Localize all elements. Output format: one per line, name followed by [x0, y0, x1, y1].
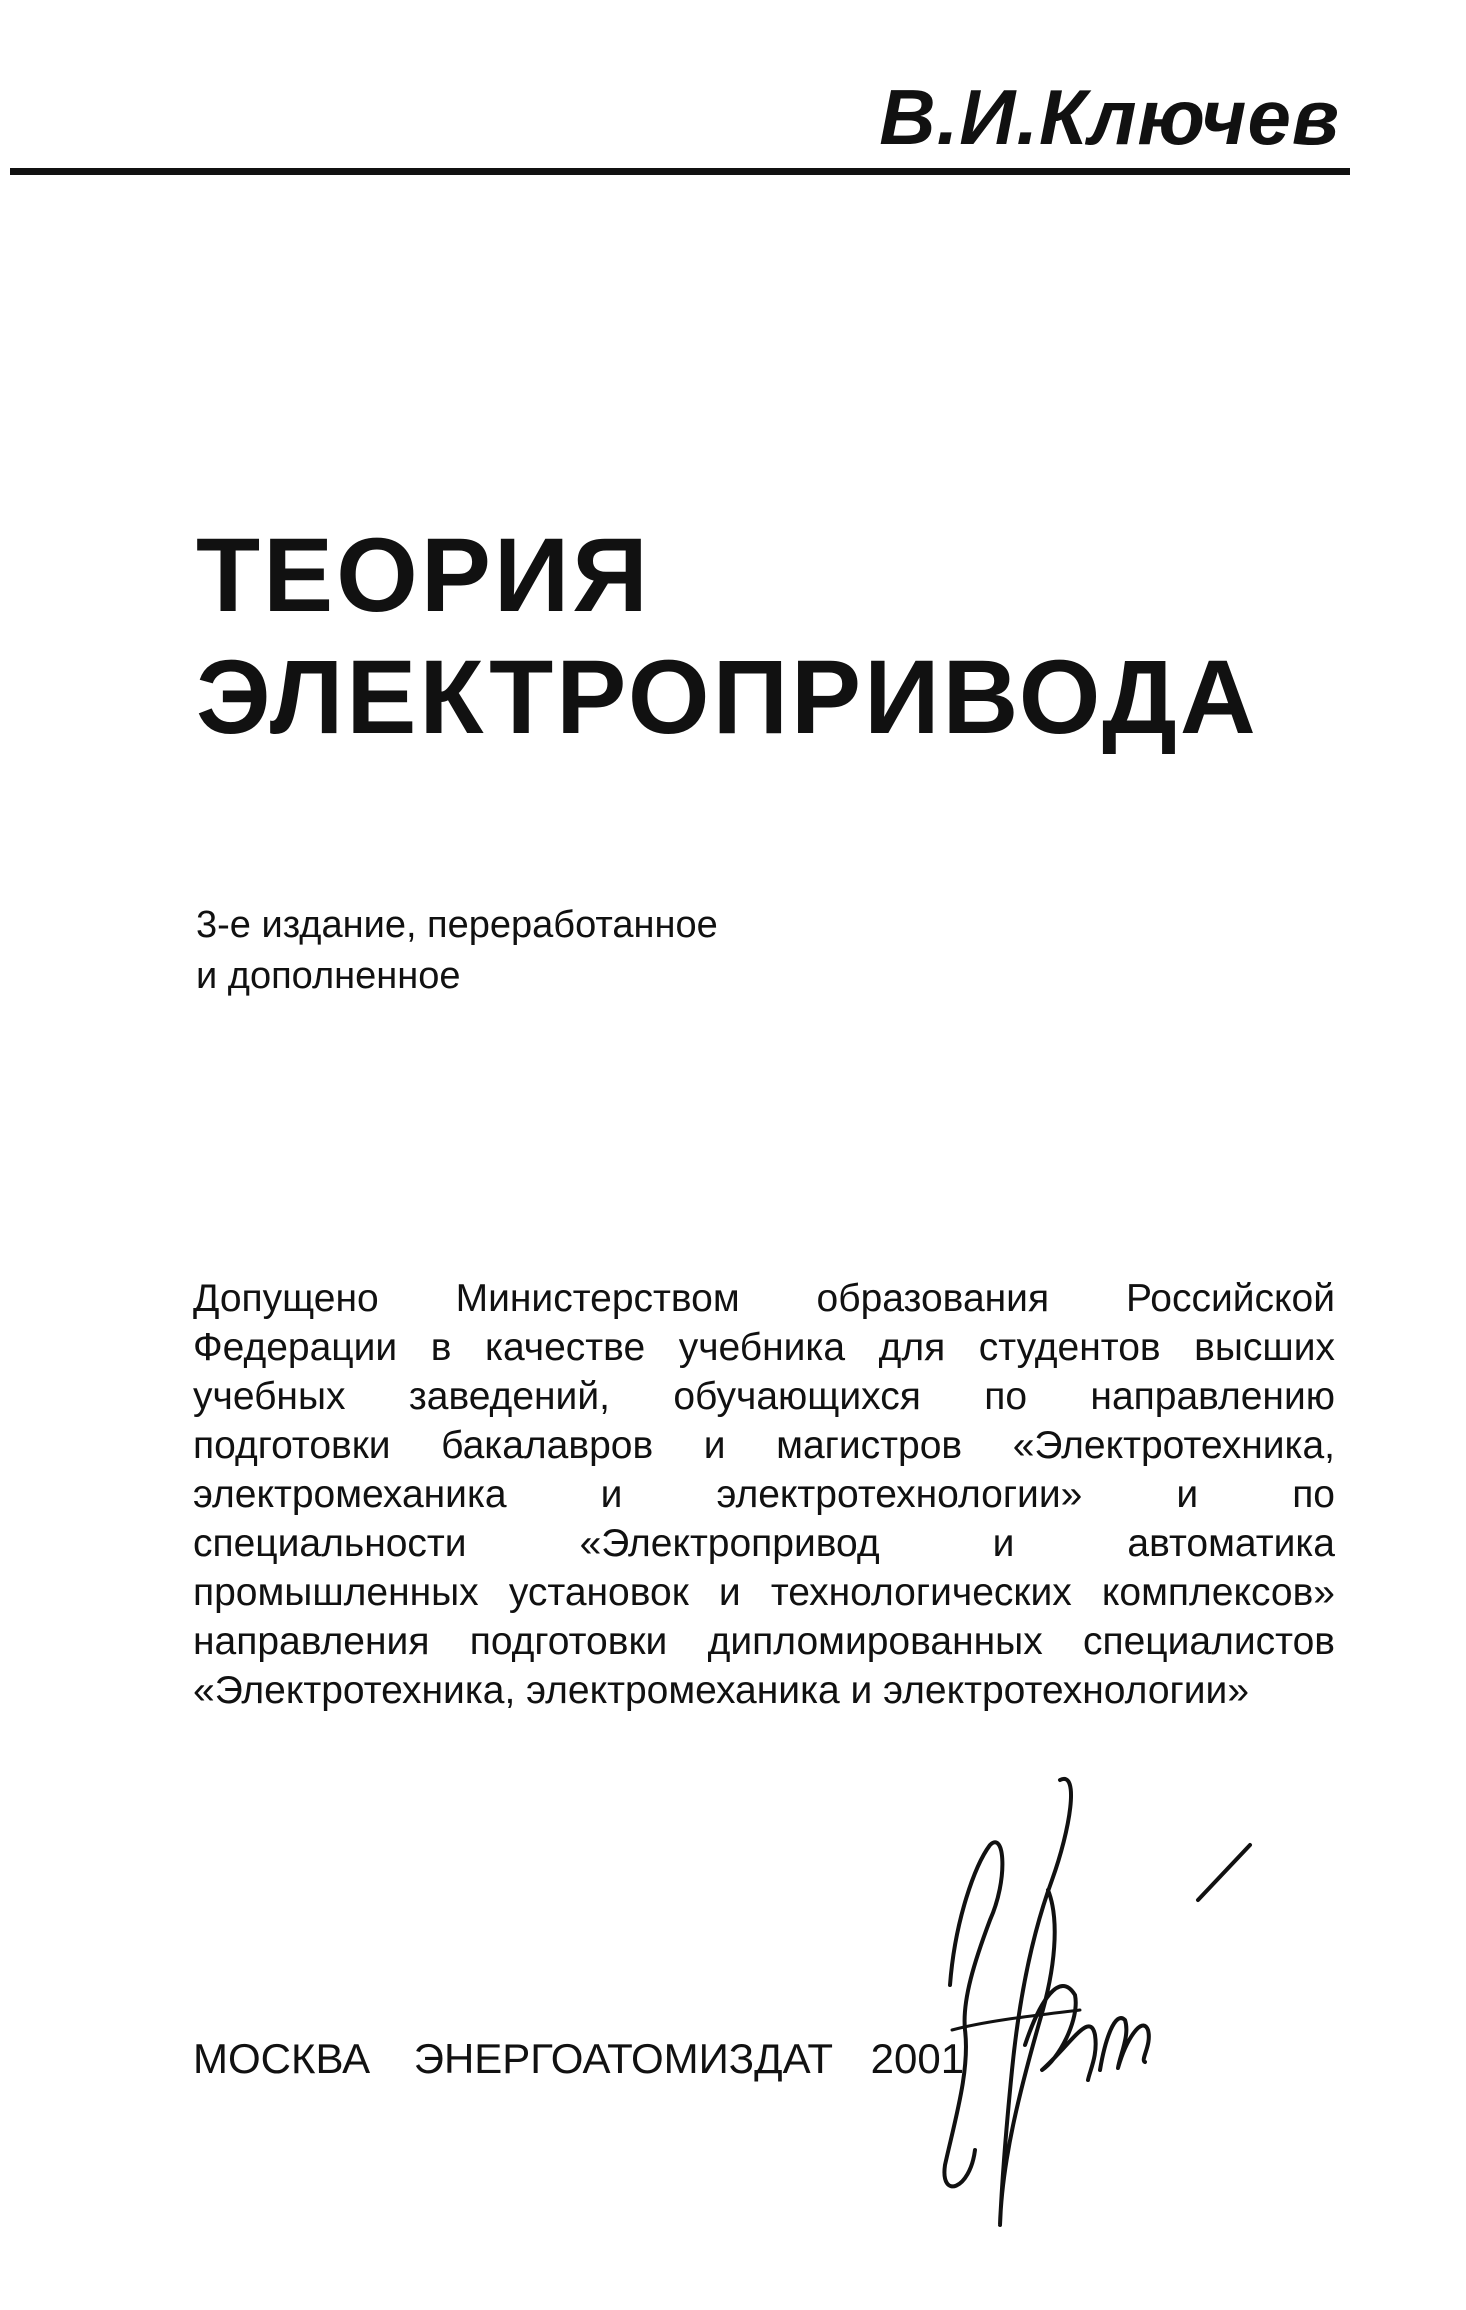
signature-stroke: [1198, 1845, 1250, 1900]
approval-statement: [193, 1275, 1335, 1715]
approval-line: направления подготовки дипломированных специалистов: [193, 1619, 1335, 1663]
edition-note: [196, 900, 718, 1001]
approval-line: электромеханика и электротехнологии» и по: [193, 1472, 1335, 1516]
edition-line-1: 3-е издание, переработанное: [196, 904, 718, 946]
signature-stroke: [1100, 2018, 1149, 2070]
approval-line: Допущено Министерством образования Российской: [193, 1277, 1335, 1320]
top-divider: [10, 168, 1350, 175]
book-title-line-1: ТЕОРИЯ: [196, 517, 651, 634]
approval-line: специальности «Электропривод и автоматика: [193, 1521, 1335, 1565]
edition-line-2: и дополненное: [196, 954, 461, 997]
handwritten-signature-icon: [930, 1770, 1310, 2240]
imprint: [193, 2035, 965, 2082]
book-title-line-2: ЭЛЕКТРОПРИВОДА: [196, 638, 1259, 756]
approval-line: «Электротехника, электромеханика и электротехнологии»: [193, 1668, 1250, 1712]
approval-line: Федерации в качестве учебника для студентов высших: [193, 1325, 1335, 1369]
approval-line: учебных заведений, обучающихся по направлению: [193, 1374, 1335, 1418]
author-name: В.И.Ключев: [879, 73, 1340, 161]
approval-line: подготовки бакалавров и магистров «Электротехника,: [193, 1423, 1335, 1467]
book-title: [196, 515, 1259, 759]
signature-stroke: [1000, 1779, 1071, 2225]
imprint-city: МОСКВА: [193, 2035, 371, 2082]
signature-stroke: [944, 1842, 1002, 2186]
imprint-year: 2001: [870, 2035, 965, 2082]
imprint-publisher: ЭНЕРГОАТОМИЗДАТ: [413, 2035, 833, 2082]
approval-line: промышленных установок и технологических комплексов»: [193, 1570, 1335, 1614]
